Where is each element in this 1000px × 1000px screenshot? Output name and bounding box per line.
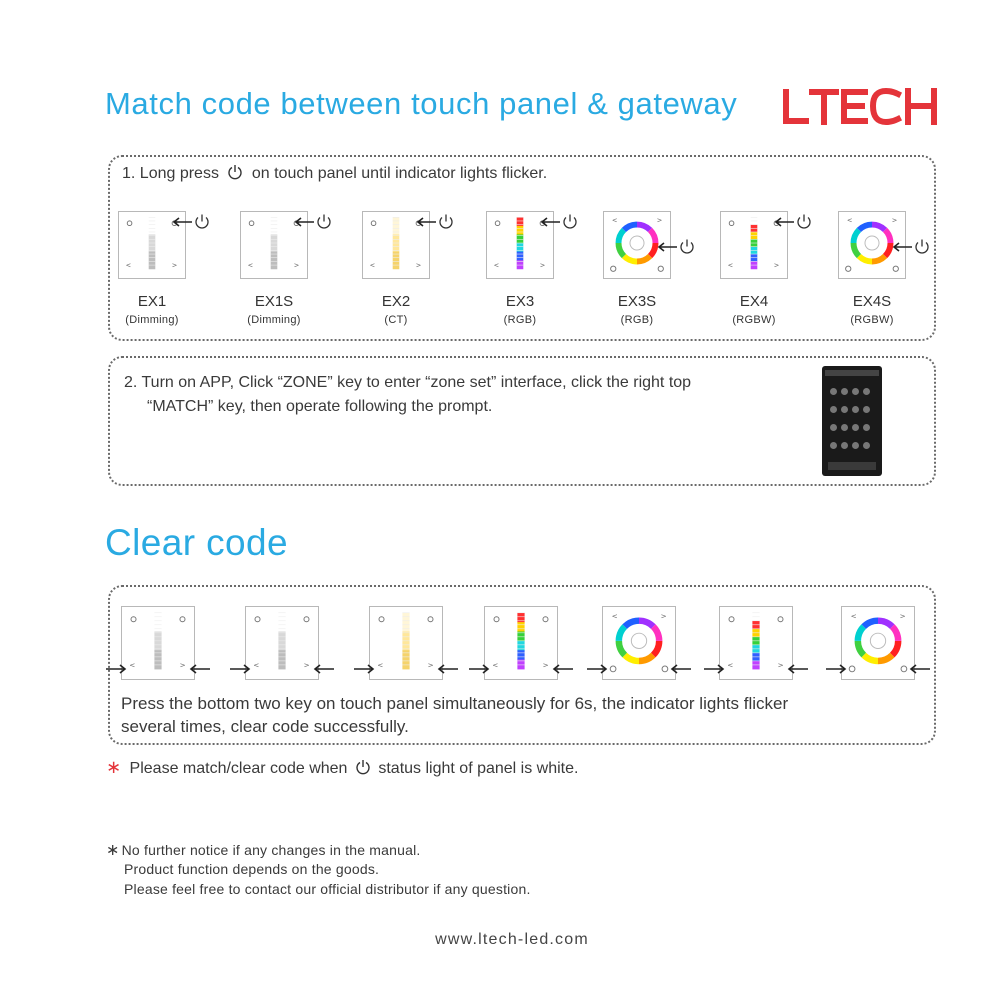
color-wheel-segment xyxy=(892,641,898,655)
phone-header xyxy=(825,370,879,376)
panel-model-name: EX1S xyxy=(254,293,294,310)
clear-panel-ex1 xyxy=(121,606,195,680)
color-wheel-segment xyxy=(864,621,878,627)
wheel-center-power-button xyxy=(870,633,885,648)
press-arrow-power-icon xyxy=(540,213,580,231)
svg-text:<: < xyxy=(611,216,618,225)
svg-text:<: < xyxy=(727,261,734,270)
color-wheel-segment xyxy=(859,256,872,261)
color-wheel-segment xyxy=(650,230,655,243)
svg-text:<: < xyxy=(369,261,376,270)
svg-text:<: < xyxy=(253,660,260,670)
svg-text:<: < xyxy=(129,660,136,670)
wheel-center-power-button xyxy=(865,236,879,250)
app-phone-screenshot xyxy=(822,366,882,476)
color-wheel-segment xyxy=(872,256,885,261)
slider-strip-segment xyxy=(517,650,524,660)
phone-footer xyxy=(828,462,876,470)
color-wheel-segment xyxy=(619,230,624,243)
press-arrow-right-icon xyxy=(353,663,375,675)
press-arrow-left-icon xyxy=(552,663,574,675)
note-prefix: Please match/clear code when xyxy=(129,760,348,777)
press-arrow-power-icon xyxy=(774,213,814,231)
clear-text-line2: several times, clear code successfully. xyxy=(121,717,409,736)
press-arrow-left-icon xyxy=(787,663,809,675)
footer-line1-text: No further notice if any changes in the manual. xyxy=(121,842,421,858)
press-arrow-power-icon xyxy=(416,213,456,231)
panel-model-type: (RGBW) xyxy=(732,314,776,326)
svg-text:>: > xyxy=(303,660,310,670)
press-arrow-right-icon xyxy=(229,663,251,675)
clear-code-heading: Clear code xyxy=(105,522,288,563)
svg-text:>: > xyxy=(660,611,667,621)
footer-asterisk: ∗ xyxy=(106,842,120,859)
press-arrow-right-icon xyxy=(105,663,127,675)
svg-text:<: < xyxy=(727,660,734,670)
color-wheel-segment xyxy=(619,627,625,641)
color-wheel-segment xyxy=(878,621,892,627)
color-wheel-segment xyxy=(625,655,639,661)
color-wheel-segment xyxy=(650,243,655,256)
clear-text-line1: Press the bottom two key on touch panel simultaneously for 6s, the indicator lights flicker xyxy=(121,694,789,713)
step1-prefix: 1. Long press xyxy=(122,165,219,182)
color-wheel-segment xyxy=(653,627,659,641)
wheel-center-power-button xyxy=(631,633,646,648)
clear-panel-ex3s xyxy=(602,606,676,680)
panel-model-type: (RGB) xyxy=(620,314,654,326)
color-wheel-segment xyxy=(872,225,885,230)
press-arrow-right-icon xyxy=(825,663,847,675)
slider-strip-segment xyxy=(517,622,524,632)
color-wheel-segment xyxy=(639,621,653,627)
panel-model-type: (Dimming) xyxy=(125,314,179,326)
step1-suffix: on touch panel until indicator lights flicker. xyxy=(251,165,548,182)
panel-model-name: EX1 xyxy=(137,293,167,310)
color-wheel-segment xyxy=(639,655,653,661)
panel-model-name: EX2 xyxy=(381,293,411,310)
svg-text:<: < xyxy=(850,611,857,621)
panel-model-name: EX4S xyxy=(852,293,892,310)
press-arrow-left-icon xyxy=(670,663,692,675)
press-arrow-power-icon xyxy=(892,238,932,256)
panel-model-type: (RGBW) xyxy=(850,314,894,326)
svg-text:>: > xyxy=(542,660,549,670)
svg-text:>: > xyxy=(656,216,663,225)
svg-text:>: > xyxy=(773,261,780,270)
press-arrow-power-icon xyxy=(172,213,212,231)
svg-text:>: > xyxy=(539,261,546,270)
clear-panel-ex2 xyxy=(369,606,443,680)
svg-text:>: > xyxy=(171,261,178,270)
footer-line3: Please feel free to contact our official distributor if any question. xyxy=(124,881,531,897)
svg-text:<: < xyxy=(125,261,132,270)
svg-text:<: < xyxy=(846,216,853,225)
svg-text:<: < xyxy=(611,611,618,621)
svg-text:>: > xyxy=(777,660,784,670)
svg-text:<: < xyxy=(492,660,499,670)
color-wheel-segment xyxy=(624,225,637,230)
step2-line1: 2. Turn on APP, Click “ZONE” key to enter “zone set” interface, click the right top xyxy=(124,374,692,391)
ltech-logo xyxy=(782,88,940,126)
svg-text:<: < xyxy=(377,660,384,670)
svg-text:>: > xyxy=(899,611,906,621)
svg-text:<: < xyxy=(493,261,500,270)
website-url: www.ltech-led.com xyxy=(435,931,589,948)
svg-text:>: > xyxy=(891,216,898,225)
slider-strip-segment xyxy=(517,226,524,235)
step1-text xyxy=(122,164,547,183)
color-wheel-segment xyxy=(619,243,624,256)
color-wheel-segment xyxy=(885,230,890,243)
match-code-heading: Match code between touch panel & gateway xyxy=(105,86,738,121)
panel-model-type: (RGB) xyxy=(503,314,537,326)
color-wheel-segment xyxy=(864,655,878,661)
press-arrow-right-icon xyxy=(586,663,608,675)
color-wheel-segment xyxy=(892,627,898,641)
slider-strip-segment xyxy=(517,243,524,252)
color-wheel-segment xyxy=(885,243,890,256)
press-arrow-power-icon xyxy=(294,213,334,231)
power-icon xyxy=(227,164,243,180)
color-wheel-segment xyxy=(619,641,625,655)
color-wheel-segment xyxy=(858,641,864,655)
color-wheel-segment xyxy=(859,225,872,230)
press-arrow-right-icon xyxy=(468,663,490,675)
clear-panel-ex4 xyxy=(719,606,793,680)
color-wheel-segment xyxy=(858,627,864,641)
footer-line1 xyxy=(106,840,421,860)
panel-model-name: EX3 xyxy=(505,293,535,310)
svg-text:>: > xyxy=(293,261,300,270)
press-arrow-left-icon xyxy=(313,663,335,675)
press-arrow-right-icon xyxy=(703,663,725,675)
svg-text:>: > xyxy=(427,660,434,670)
panel-model-name: EX3S xyxy=(617,293,657,310)
color-wheel-segment xyxy=(854,243,859,256)
phone-keypad xyxy=(828,384,876,456)
clear-panel-ex4s xyxy=(841,606,915,680)
color-wheel-segment xyxy=(878,655,892,661)
color-wheel-segment xyxy=(637,225,650,230)
press-arrow-power-icon xyxy=(657,238,697,256)
match-clear-note xyxy=(106,757,578,778)
press-arrow-left-icon xyxy=(189,663,211,675)
note-asterisk: ∗ xyxy=(106,757,122,777)
clear-panel-ex3 xyxy=(484,606,558,680)
panel-model-name: EX4 xyxy=(739,293,769,310)
color-wheel-segment xyxy=(653,641,659,655)
slider-strip-segment xyxy=(517,217,524,226)
color-wheel-segment xyxy=(637,256,650,261)
svg-text:>: > xyxy=(179,660,186,670)
panel-model-type: (CT) xyxy=(384,314,408,326)
slider-strip-segment xyxy=(517,252,524,261)
clear-panel-ex1s xyxy=(245,606,319,680)
slider-strip-segment xyxy=(517,641,524,651)
svg-text:<: < xyxy=(247,261,254,270)
power-icon xyxy=(355,759,371,775)
svg-text:>: > xyxy=(415,261,422,270)
color-wheel-segment xyxy=(624,256,637,261)
color-wheel-segment xyxy=(625,621,639,627)
slider-strip-segment xyxy=(517,613,524,623)
color-wheel-segment xyxy=(854,230,859,243)
note-suffix: status light of panel is white. xyxy=(378,760,579,777)
footer-line2: Product function depends on the goods. xyxy=(124,861,380,877)
press-arrow-left-icon xyxy=(437,663,459,675)
step2-line2: “MATCH” key, then operate following the prompt. xyxy=(147,398,493,415)
panel-model-type: (Dimming) xyxy=(247,314,301,326)
wheel-center-power-button xyxy=(630,236,644,250)
press-arrow-left-icon xyxy=(909,663,931,675)
